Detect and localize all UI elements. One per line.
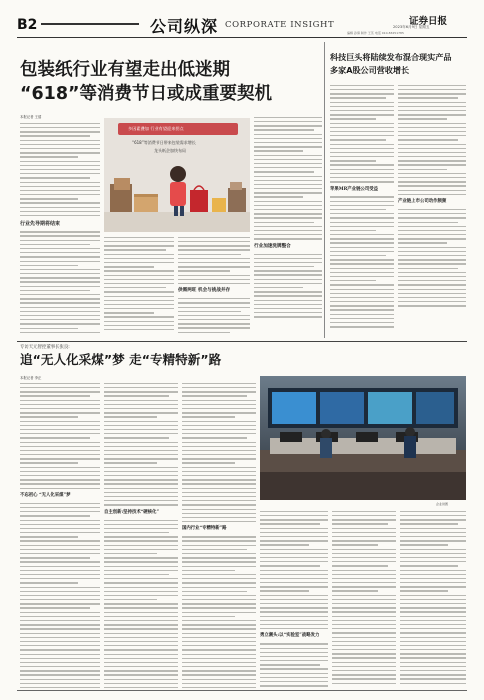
story2-col1	[330, 82, 394, 338]
story3-photo	[260, 376, 466, 500]
photo-banner	[118, 123, 238, 135]
story3-col3	[182, 380, 256, 688]
section-title-en: CORPORATE INSIGHT	[225, 20, 335, 30]
header-rule-left	[41, 23, 139, 25]
story1-col2	[104, 234, 174, 336]
story1-headline	[20, 58, 300, 106]
story3-kicker: 专访天元智控董事长张良:	[20, 345, 70, 350]
story2-headline-line1: 科技巨头将陆续发布混合现实产品	[330, 52, 452, 62]
page-header	[17, 12, 467, 38]
story2-headline	[330, 51, 470, 77]
story3-subhead-1: 不忘初心 “无人化采煤”梦	[20, 492, 71, 498]
story3-col4	[260, 508, 328, 688]
page-bottom-rule	[17, 690, 467, 691]
photo-caption-1: “618”等消费节日带来包装需求增长	[132, 140, 196, 145]
story3-col6	[400, 508, 466, 688]
story3-photo-credit: 企业供图	[436, 502, 449, 506]
story2-col2	[398, 82, 466, 338]
photo-banner-text: 多因素叠加 行业有望迎来拐点	[128, 126, 184, 131]
column-divider	[324, 42, 325, 338]
story2-headline-line2: 多家A股公司营收增长	[330, 65, 410, 75]
section-title-cn: 公司纵深	[150, 17, 219, 36]
story1-byline: 本报记者 王僖	[20, 115, 42, 119]
story1-headline-line2: “618”等消费节日或成重要契机	[20, 84, 273, 104]
story1-col4	[254, 114, 322, 336]
story3-subhead-2: 自主创新:坚持技术“硬核化”	[104, 509, 159, 515]
editor-line: 编辑 孙倩 制作 王茗 电话 010-83251785	[347, 31, 404, 35]
story2-subhead-2: 产业链上市公司动作频频	[398, 199, 447, 205]
story1-subhead-2: 供需两旺 机会与挑战并存	[178, 288, 231, 294]
date-line: 2023年6月9日 星期五	[393, 25, 430, 29]
page-code: B2	[17, 17, 38, 33]
story3-col2	[104, 380, 178, 688]
story1-subhead-1: 行业先导期将结束	[20, 221, 61, 228]
story1-col1	[20, 120, 100, 336]
photo-caption-2: 龙头纸企加快布局	[154, 148, 186, 153]
story2-subhead-1: 苹果MR产业链公司受益	[330, 186, 379, 192]
story3-col1	[20, 380, 100, 688]
story1-headline-line1: 包装纸行业有望走出低迷期	[20, 60, 230, 80]
paper-name: 证券日报	[409, 16, 448, 27]
story3-subhead-3: 国内行业“专精特新”路	[182, 526, 227, 532]
story3-top-rule	[17, 341, 467, 342]
story3-byline: 本报记者 李正	[20, 376, 42, 380]
control-room-photo	[260, 376, 466, 500]
story1-photo	[104, 118, 250, 232]
header-divider	[17, 37, 467, 38]
story3-subhead-4: 勇立潮头:以“实验室”战略发力	[260, 633, 320, 639]
story3-headline: 追“无人化采煤”梦 走“专精特新”路	[20, 352, 222, 367]
story1-subhead-3: 行业加速洗牌整合	[254, 243, 291, 249]
story1-col3	[178, 234, 250, 336]
story3-col5	[332, 508, 396, 688]
shopping-illustration	[104, 154, 250, 232]
